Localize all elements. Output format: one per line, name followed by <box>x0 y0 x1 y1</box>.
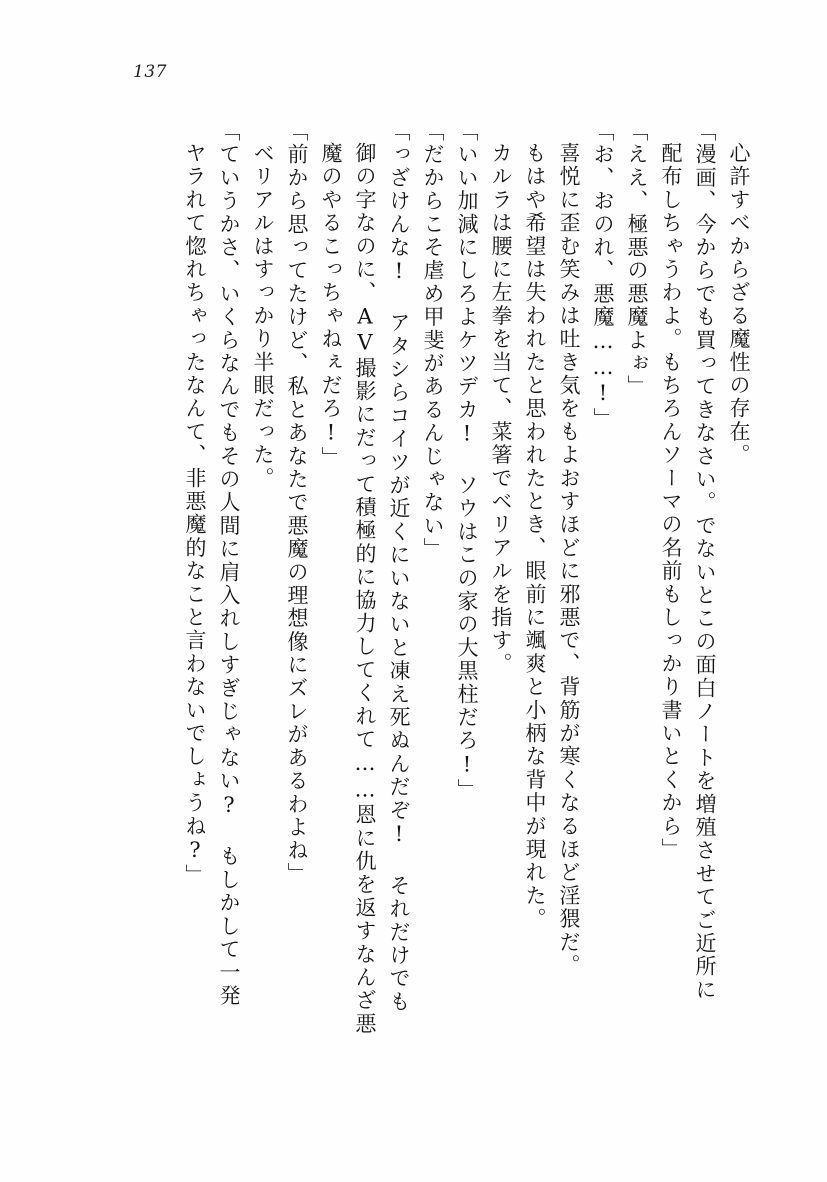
page-number: 137 <box>133 62 167 82</box>
vertical-text-block <box>59 120 749 1070</box>
text-column: 喜悦に歪む笑みは吐き気をもよおすほどに邪悪で、背筋が寒くなるほど淫猥だ。 <box>557 142 581 978</box>
text-column: 「漫画、今からでも買ってきなさい。でないとこの面白ノートを増殖させてご近所に <box>693 120 717 1002</box>
text-column: ベリアルはすっかり半眼だった。 <box>251 142 275 490</box>
text-column: 魔のやるこっちゃねぇだろ!」 <box>319 142 343 470</box>
text-column: 「前から思ってたけど、私とあなたで悪魔の理想像にズレがあるわよね」 <box>285 120 309 886</box>
text-column: 「いい加減にしろよケツデカ! ソウはこの家の大黒柱だろ!」 <box>455 120 479 802</box>
text-column: 配布しちゃうわよ。もちろんソーマの名前もしっかり書いとくから」 <box>659 142 683 862</box>
text-column: 「っざけんな! アタシらコイツが近くにいないと凍え死ぬんだぞ! それだけでも <box>387 120 411 1014</box>
text-column: 心許すべからざる魔性の存在。 <box>727 142 751 467</box>
text-column: 御の字なのに、AV撮影にだって積極的に協力してくれて……恩に仇を返すなんざ悪 <box>353 142 377 1036</box>
text-column: カルラは腰に左拳を当て、菜箸でベリアルを指す。 <box>489 142 513 676</box>
text-column: 「お、おのれ、悪魔……!」 <box>591 120 615 431</box>
text-column: もはや希望は失われたと思われたとき、眼前に颯爽と小柄な背中が現れた。 <box>523 142 547 931</box>
text-column: ヤラれて惚れちゃったなんて、非悪魔的なこと言わないでしょうね?」 <box>183 142 207 888</box>
text-column: 「だからこそ虐め甲斐があるんじゃない」 <box>421 120 445 561</box>
text-column: 「ていうかさ、いくらなんでもその人間に肩入れしすぎじゃない? もしかして一発 <box>217 120 241 1008</box>
text-column: 「ええ、極悪の悪魔よぉ」 <box>625 120 649 399</box>
